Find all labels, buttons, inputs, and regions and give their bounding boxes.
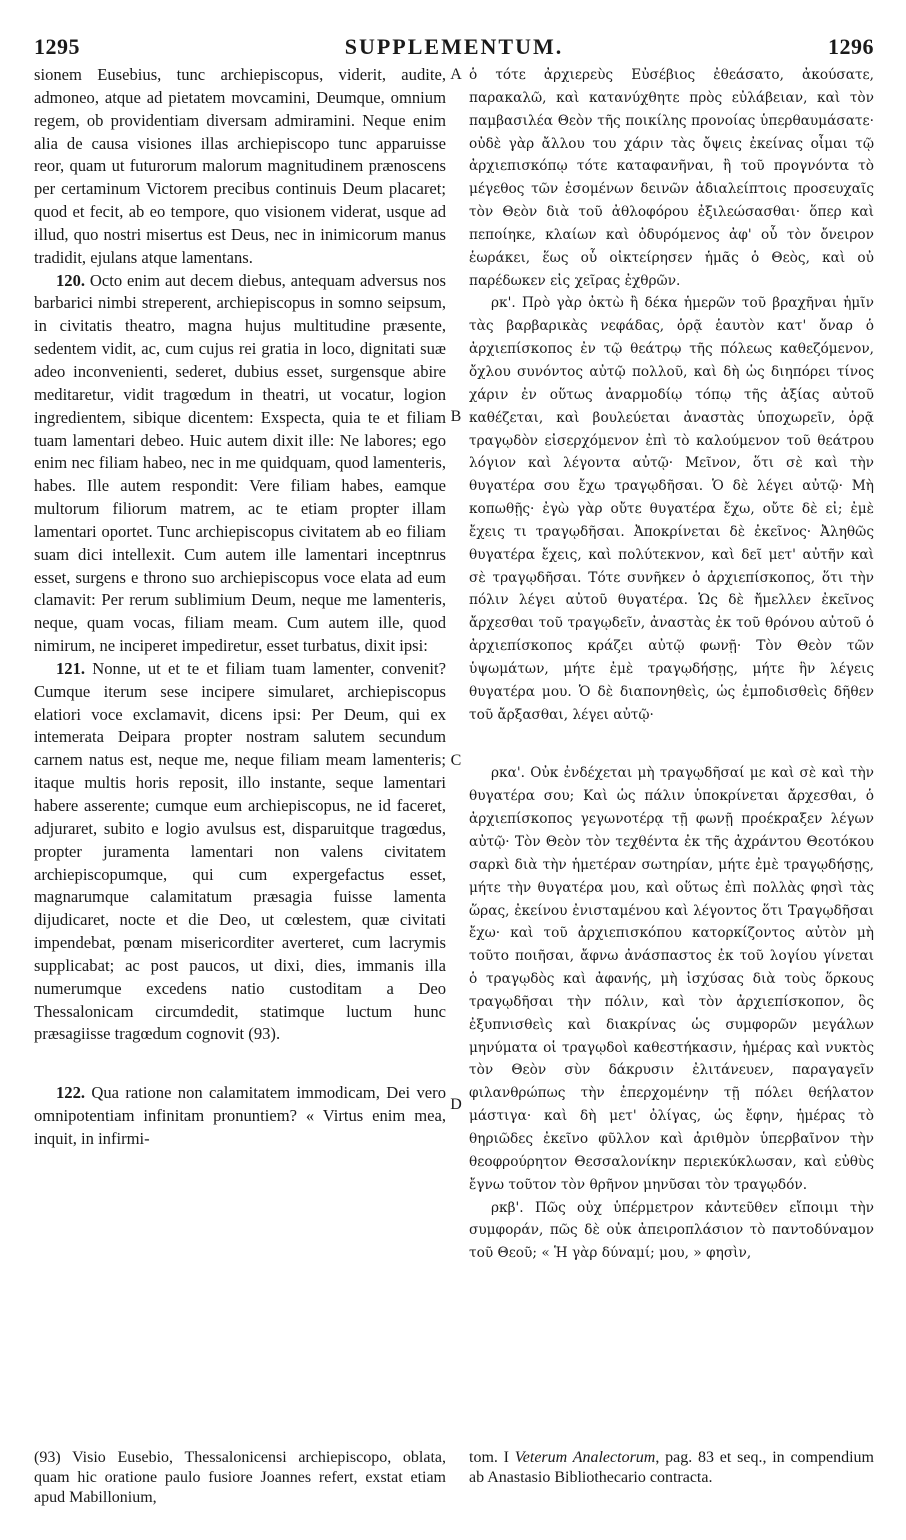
latin-paragraph-119-continued: sionem Eusebius, tunc archiepiscopus, viderit, audite, admoneo, atque ad pietatem movcamini, Deumque, omnium regem, ob providentiam diversam admiramini. Neque enim alia de causa visiones illas archiepiscopo tunc apparuisse reor, quam ut futurorum malorum magnitudinem prænoscens per certaminum Victorem precibus continuis Deum placaret; quod et fecit, ab eo tempore, quo visionem viderat, usque ad illud, quo nostri misertus est Deus, nec in inimicorum manus tradidit, ejulans atque lamentans. [34,65,446,267]
margin-letter-b: B [450,408,462,425]
paragraph-text: Πῶς οὐχ ὑπέρμετρον κἀντεῦθεν εἴποιμι τὴν συμφοράν, πῶς δὲ οὐκ ἀπειροπλάσιον τὸ παντοδύναμον τοῦ Θεοῦ; « Ἡ γὰρ δύναμί; μου, » φησὶν, [469,1199,874,1262]
paragraph-text: Πρὸ γὰρ ὀκτὼ ἢ δέκα ἡμερῶν τοῦ βραχῆναι ἡμῖν τὰς βαρβαρικὰς νεφάδας, ὁρᾷ ἑαυτὸν κατ' ὄναρ ὁ ἀρχιεπίσκοπος ἐν τῷ θεάτρῳ τῆς πόλεως καθεζόμενον, ὄχλου συνόντος αὐτῷ πολλοῦ, καὶ δὴ ὡς διηπόρει τίνος χάριν ἐν οὕτως ἀναρμοδίῳ τόπῳ τῆς ἀξίας αὐτοῦ καθέζεται, καὶ βουλεύεται ἀναστὰς ὑποχωρεῖν, ὁρᾷ τραγῳδὸν εἰσερχόμενον ἐπὶ τὸ καλούμενον τοῦ θεάτρου λόγιον καὶ λέγοντα αὐτῷ· Μεῖνον, ὅτι σὲ καὶ τὴν θυγατέρα σου ἔχω τραγῳδῆσαι. Ὁ δὲ λέγει αὐτῷ· Μὴ κοπωθῇς· ἐγὼ γὰρ οὔτε θυγατέρα ἔχω, οὔτε δὲ εἰ; ἐμὲ ἔχεις τι τραγῳδῆσαι. Ἀποκρίνεται δὲ ἐκεῖνος· Ἀληθῶς θυγατέρα ἔχεις, καὶ πολύτεκνον, καὶ δεῖ μετ' αὐτῆν καὶ σὲ τραγῳδῆσαι. Τότε συνῆκεν ὁ ἀρχιεπίσκοπος, ὅτι τὴν πόλιν λέγει αὐτοῦ θυγατέρα. Ὡς δὲ ἤμελλεν ἐκεῖνος ἄρχεσθαι τοῦ τραγῳδεῖν, ἀναστὰς ἐκ τοῦ θρόνου αὐτοῦ ὁ ἀρχιεπίσκοπος κράζει αὐτῷ φωνῇ· Τὸν Θεὸν τῶν ὑψωμάτων, μήτε ἐμὲ τραγῳδήσῃς, μήτε ἣν λέγεις θυγατέρα μου. Ὁ δὲ διαπονηθεὶς, ὡς ἐμποδισθεὶς δῆθεν τοῦ ἄρξασθαι, λέγει αὐτῷ· [469,295,874,723]
footnote-text: , pag. 83 et seq., in compendium ab Anastasio Bibliothecario contracta. [469,1449,874,1486]
running-header [34,34,874,64]
paragraph-number: 120. [56,270,86,290]
paragraph-text: Qua ratione non calamitatem immodicam, Dei vero omnipotentiam infinitam pronuntiem? « Virtus enim mea, inquit, in infirmi- [34,1083,446,1148]
greek-paragraph-119-continued: ὁ τότε ἀρχιερεὺς Εὐσέβιος ἐθεάσατο, ἀκούσατε, παρακαλῶ, καὶ κατανύχθητε πρὸς εὐλάβειαν, καὶ τὸν παμβασιλέα Θεὸν τῆς ποικίλης προνοίας ὑπερθαυμάσατε· οὐδὲ γὰρ ἄλλου του χάριν τὰς ὄψεις ἐκείνας οἶμαι τῷ ἀρχιεπισκόπῳ τότε καταφανῆναι, ἢ τοῦ προγνόντα τὸ μέγεθος τῶν ἐσομένων δεινῶν ἀδιαλείπτοις προσευχαῖς τὸν Θεὸν διὰ τοῦ ἀθλοφόρου ἐξιλεώσασθαι· ὅπερ καὶ πεποίηκε, κλαίων καὶ ὀδυρόμενος ἀφ' οὗ τὸν ὄνειρον ἑωράκει, ἕως οὗ οἰκτείρησεν ἡμᾶς ὁ Θεὸς, καὶ οὐ παρέδωκεν εἰς χεῖρας ἐχθρῶν. [469,67,874,289]
greek-paragraph-121 [469,762,874,1196]
margin-letter-a: A [450,66,462,83]
latin-paragraph-121 [34,658,446,1046]
running-title: SUPPLEMENTUM. [344,34,564,59]
paragraph-number: 121. [56,658,86,678]
latin-column [34,64,446,1151]
margin-letter-d: D [450,1096,462,1113]
paragraph-number: ρκβ'. [491,1199,524,1216]
greek-column [469,64,874,1265]
latin-paragraph-122 [34,1082,446,1151]
paragraph-number: ρκ'. [491,295,516,312]
left-page-number: 1295 [34,34,80,59]
footnote-93-left: (93) Visio Eusebio, Thessalonicensi archiepiscopo, oblata, quam hic oratione paulo fusiore Joannes refert, exstat etiam apud Mabillonium, [34,1449,446,1506]
right-page-number: 1296 [828,34,874,59]
paragraph-text: Nonne, ut et te et filiam tuam lamenter, convenit? Cumque iterum sese incipere simularet, archiepiscopus elatiori voce exclamavit, dicens ipsi: Per Deum, qui ex intemerata Deipara propter nostram salutem secundum carnem natus est, neque me, neque filiam meam lamenteris; itaque multis horis reposit, illo instante, seque lamentari habere asserente; cumque eum archiepiscopus, ne id faceret, adjuraret, subito e logio avulsus est, disparuitque tragœdus, propter juramenta lamentari non valens civitatem archiepiscopumque, qui cum expergefactus esset, magnarumque calamitatum præsagia fuisse lamenta dijudicaret, nocte et die Deo, ut cœlestem, quæ civitati impendebat, pœnam misericorditer averteret, cum lacrymis supplicabat; ac post paucos, ut dixi, dies, immanis illa numerumque excedens natio custoditam a Deo Thessalonicam circumdedit, statimque luctum hunc præsagiisse tragœdum cognovit (93). [34,658,447,1044]
margin-letter-c: C [450,752,462,769]
greek-paragraph-120 [469,292,874,726]
footnote-title: Veterum Analectorum [514,1449,656,1466]
paragraph-text: Οὐκ ἐνδέχεται μὴ τραγῳδῆσαί με καὶ σὲ καὶ τὴν θυγατέρα σου; Καὶ ὡς πάλιν ὑποκρίνεται ἄρχεσθαι, ὁ ἀρχιεπίσκοπος γεγωνοτέρᾳ τῇ φωνῇ προέκραξεν λέγων αὐτῷ· Τὸν Θεὸν τὸν τεχθέντα ἐκ τῆς ἀχράντου Θεοτόκου σαρκὶ διὰ τὴν ἡμετέραν σωτηρίαν, μήτε ἐμὲ τραγῳδήσῃς, μήτε τὴν θυγατέρα μου, καὶ οὕτως ἐπὶ πολλὰς φησὶ τὰς ὥρας, ἐκείνου ἐνισταμένου καὶ λέγοντος ὅτι Τραγῳδῆσαι ἔχω· καὶ τοῦ ἀρχιεπισκόπου κατορκίζοντος αὐτὸν μὴ τοῦτο ποιῆσαι, ἄφνω ἀνάσπαστος ἐκ τοῦ λογίου γίνεται ὁ τραγῳδὸς καὶ ἀφανής, μὴ ἰσχύσας διὰ τοὺς ὅρκους τραγῳδῆσαι τὴν πόλιν, καὶ τὸν ἀρχιεπίσκοπον, ὃς ἐξυπνισθεὶς καὶ διακρίνας ὡς συμφορῶν μεγάλων μηνύματα οἱ τραγῳδοὶ καθεστήκασιν, ἡμέρας καὶ νυκτὸς τὸν Θεὸν σὺν δάκρυσιν ἐλιτάνευεν, παραγαγεῖν φιλανθρώπως τὴν ἐπερχομένην τῇ πόλει θεήλατον μάστιγα· καὶ δὴ μετ' ὀλίγας, ὡς ἔφην, ἡμέρας τὸ θηριῶδες ἐκεῖνο φῦλλον καὶ ἀριθμὸν ὑπερβαῖνον τὴν θεοφρούρητον Θεσσαλονίκην περιεκύκλωσαν, καὶ εὐθὺς ἔγνω τοῦτον τὸν θρῆνον μηνῦσαι τὸν τραγῳδόν. [469,765,874,1193]
footnote-93-right [469,1448,874,1488]
paragraph-number: 122. [56,1083,86,1103]
footnote-text: tom. I [469,1449,509,1466]
greek-paragraph-122 [469,1197,874,1266]
paragraph-number: ρκα'. [491,765,525,782]
latin-paragraph-120 [34,270,446,658]
paragraph-text: Octo enim aut decem diebus, antequam adversus nos barbarici nimbi streperent, archiepiscopus in somno seipsum, in civitatis theatro, magna hujus multitudine præsente, sedentem vidit, ac, cum cujus rei gratia in loco, dignitati suæ adeo inconvenienti, sederet, dubius esset, surgensque abire meditaretur, vidit tragœdum in theatri, ut vocatur, logion ingredientem, sibique dicentem: Exspecta, quia te et filiam tuam lamentari debeo. Huic autem dixit ille: Ne labores; ego enim nec filiam habeo, nec in me quidquam, quod lamenteris, habes. Ille autem respondit: Vere filiam habes, eamque multorum filiorum matrem, ac te etiam propter illam lamentari oportet. Tunc archiepiscopus civitatem ab eo filiam suam dici intellexit. Cum autem ille lamentari inceptnrus esset, surgens e throno suo archiepiscopus voce elata ad eum clamavit: Per rerum sublimium Deum, neque me lamenteris, neque, quam vocas, filiam meam. Cum autem ille, quod nimirum, ne inciperet impediretur, esset turbatus, dixit ipsi: [34,270,446,656]
